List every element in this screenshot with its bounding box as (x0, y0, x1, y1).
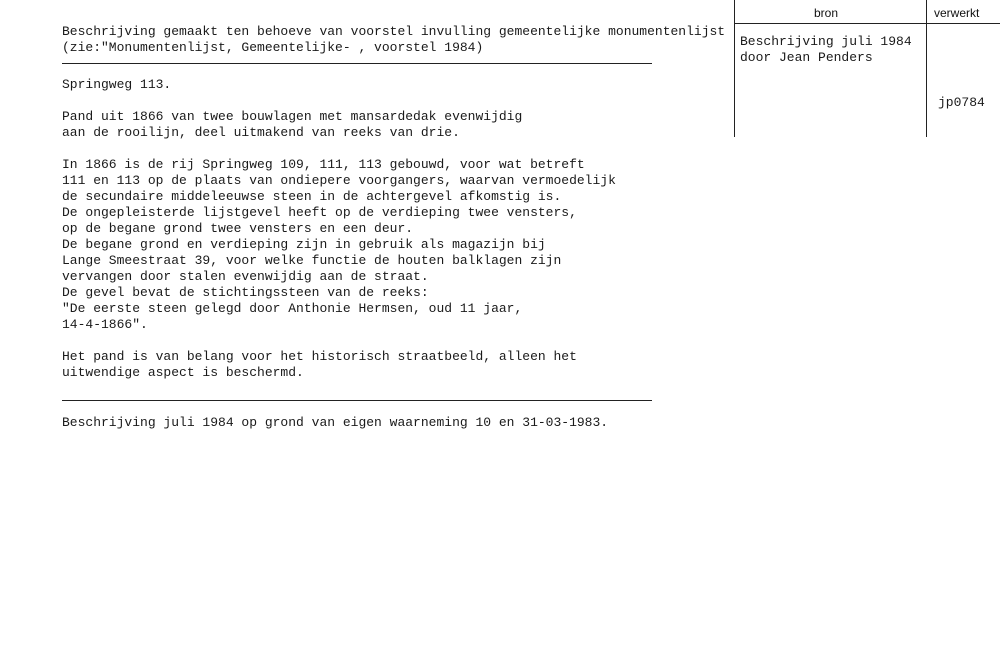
header-line-1: Beschrijving gemaakt ten behoeve van voorstel invulling gemeentelijke monumentenlijst (62, 24, 726, 39)
text-line: "De eerste steen gelegd door Anthonie Hermsen, oud 11 jaar, (62, 301, 523, 316)
text-line: De begane grond en verdieping zijn in gebruik als magazijn bij (62, 237, 546, 252)
text-line: 14-4-1866". (62, 317, 148, 332)
bron-line-2: door Jean Penders (740, 50, 873, 65)
table-left-border (734, 0, 735, 137)
column-header-bron: bron (814, 6, 839, 20)
text-line: op de begane grond twee vensters en een deur. (62, 221, 414, 236)
text-line: 111 en 113 op de plaats van ondiepere voorgangers, waarvan vermoedelijk (62, 173, 616, 188)
text-line: vervangen door stalen evenwijdig aan de straat. (62, 269, 429, 284)
text-line: de secundaire middeleeuwse steen in de achtergevel afkomstig is. (62, 189, 562, 204)
verwerkt-code: jp0784 (938, 95, 985, 110)
text-line: In 1866 is de rij Springweg 109, 111, 113 gebouwd, voor wat betreft (62, 157, 585, 172)
text-line: Het pand is van belang voor het historisch straatbeeld, alleen het (62, 349, 577, 364)
text-line: aan de rooilijn, deel uitmakend van reeks van drie. (62, 125, 460, 140)
bron-line-1: Beschrijving juli 1984 (740, 34, 912, 49)
text-line: uitwendige aspect is beschermd. (62, 365, 304, 380)
header-divider (62, 63, 652, 64)
header-line-2: (zie:"Monumentenlijst, Gemeentelijke- , voorstel 1984) (62, 40, 484, 55)
text-line: Lange Smeestraat 39, voor welke functie de houten balklagen zijn (62, 253, 562, 268)
footer-note: Beschrijving juli 1984 op grond van eigen waarneming 10 en 31-03-1983. (62, 415, 609, 430)
table-column-divider (926, 0, 927, 137)
footer-divider (62, 400, 652, 401)
address-heading: Springweg 113. (62, 77, 172, 92)
text-line: Pand uit 1866 van twee bouwlagen met mansardedak evenwijdig (62, 109, 523, 124)
text-line: De gevel bevat de stichtingssteen van de reeks: (62, 285, 429, 300)
table-header-divider (734, 23, 1000, 24)
text-line: De ongepleisterde lijstgevel heeft op de verdieping twee vensters, (62, 205, 577, 220)
column-header-verwerkt: verwerkt (934, 6, 980, 20)
